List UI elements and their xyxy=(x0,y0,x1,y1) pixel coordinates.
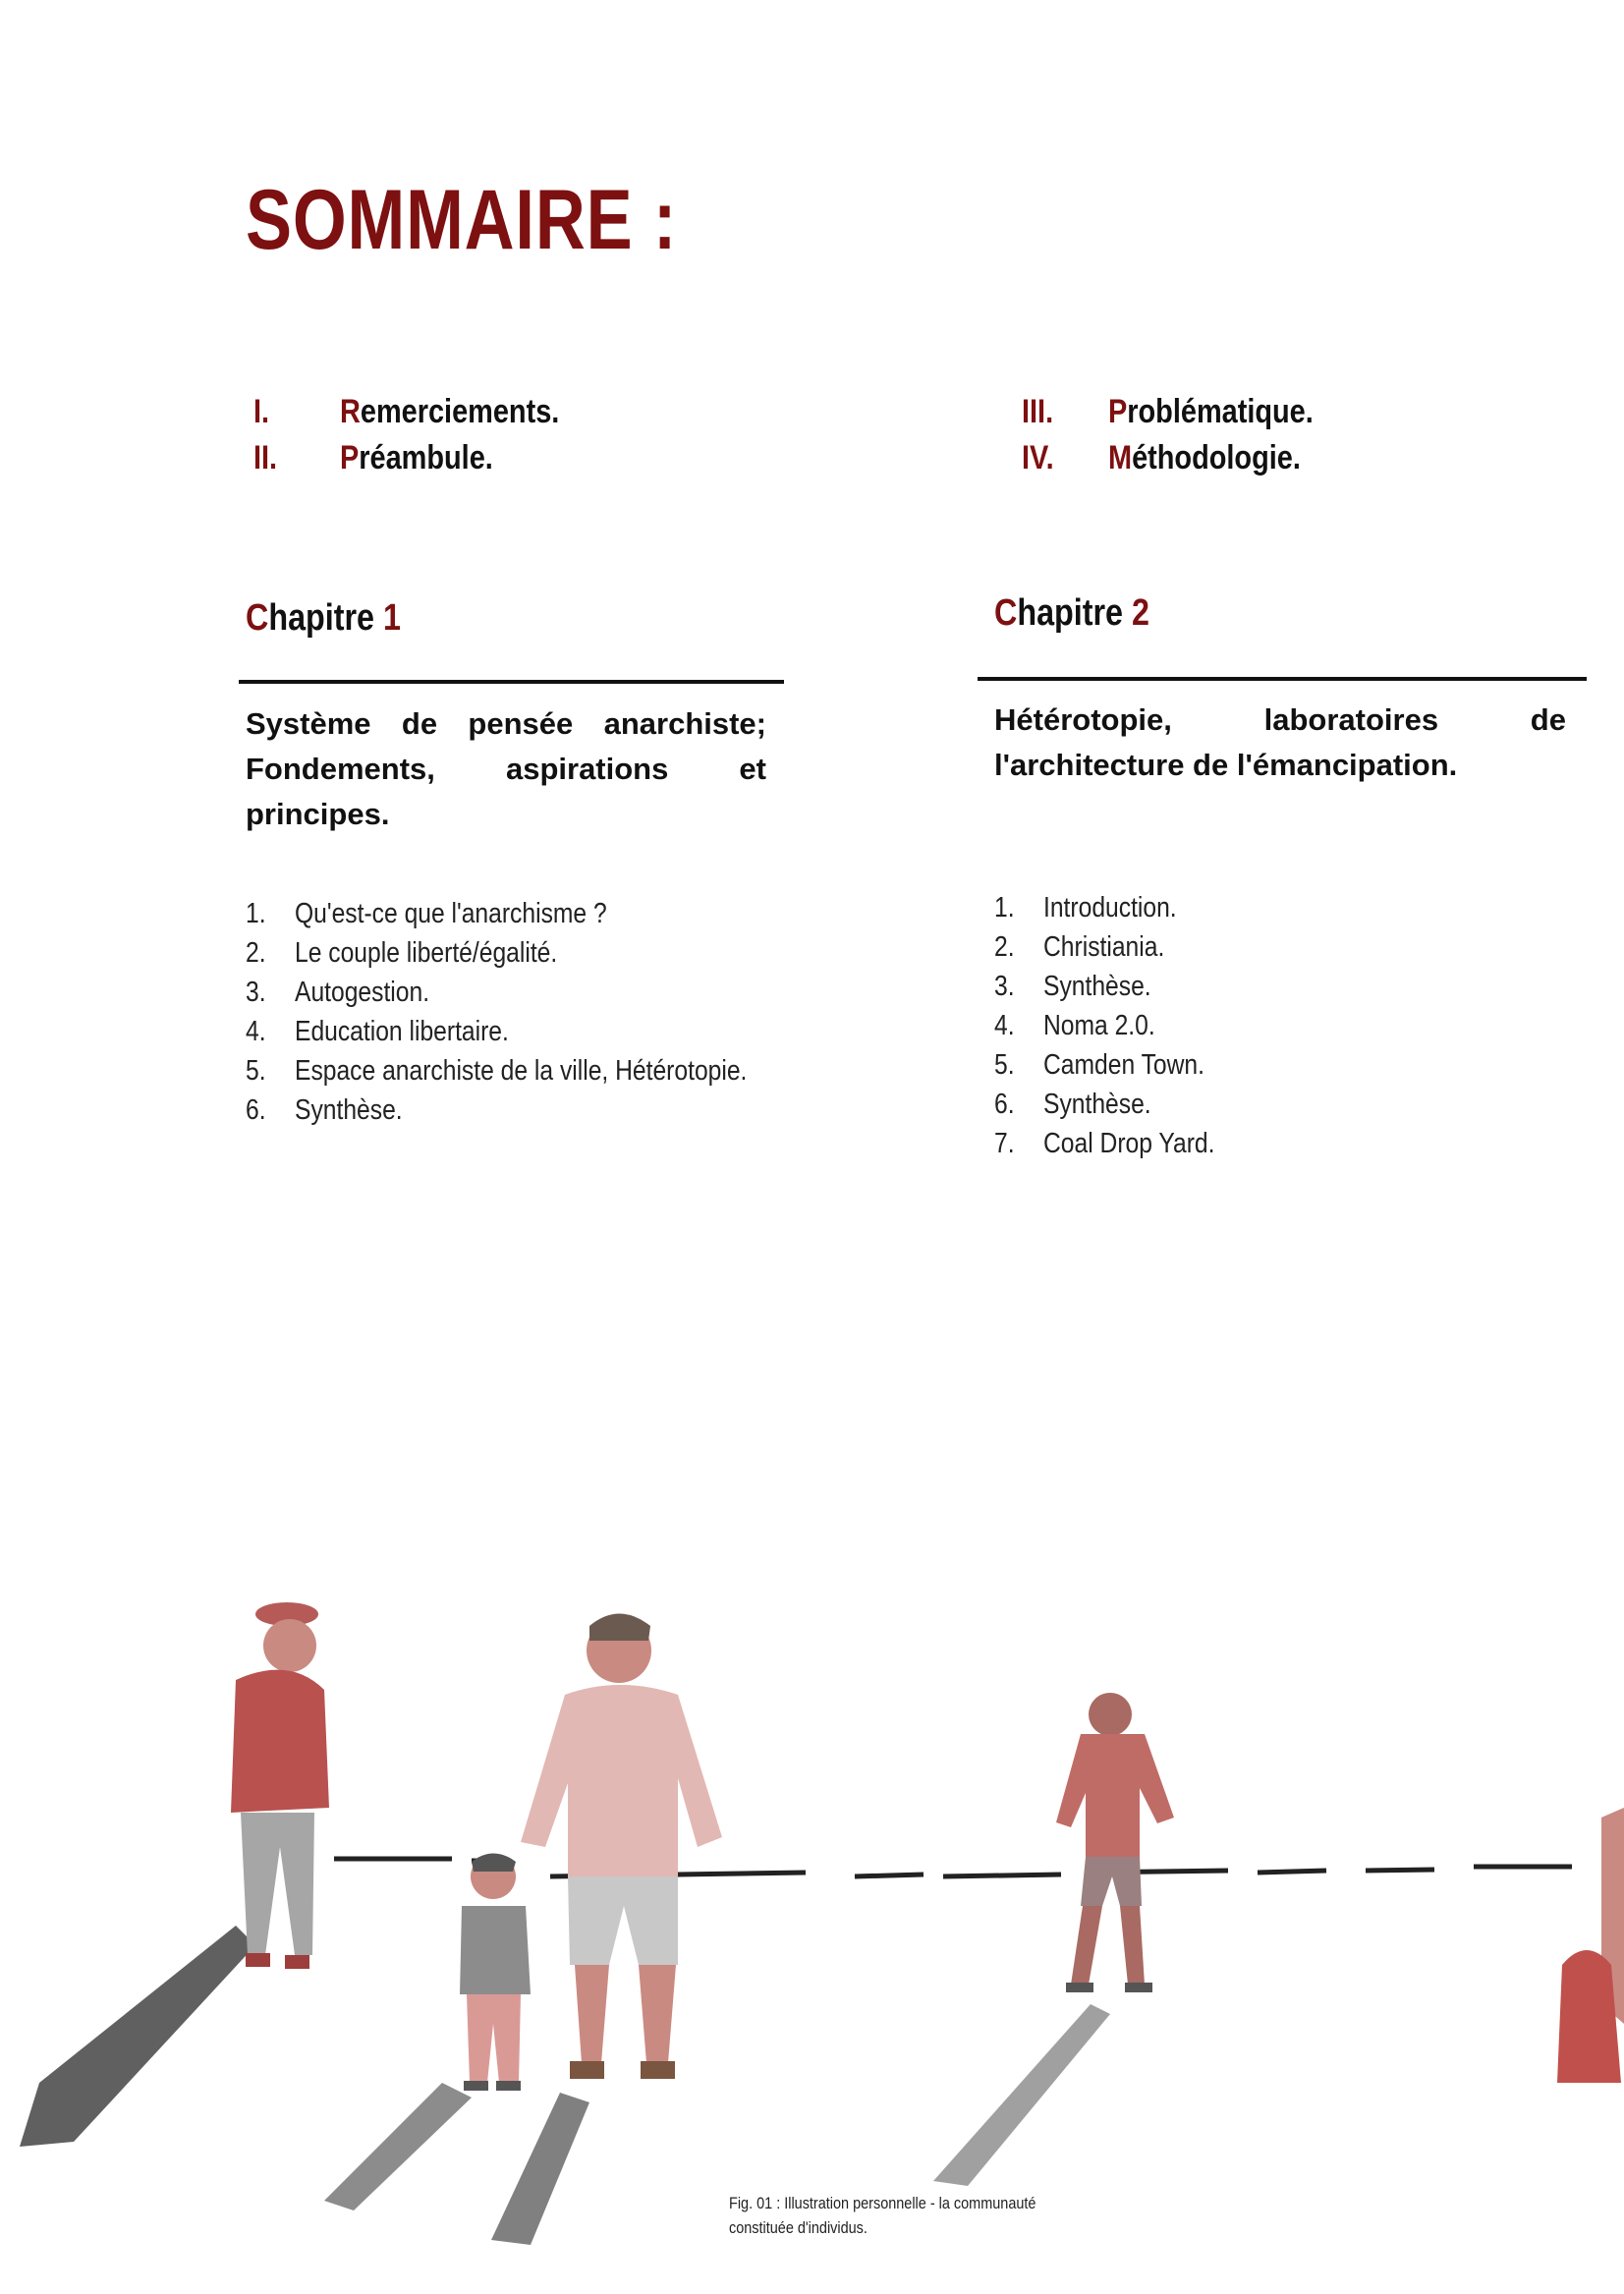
intro-item-text: emerciements. xyxy=(360,393,560,430)
intro-item-label xyxy=(1108,393,1314,431)
toc-item xyxy=(994,1128,1245,1167)
intro-item-number: II. xyxy=(253,439,278,476)
toc-item-title: Synthèse. xyxy=(295,1094,403,1126)
toc-item-title: Coal Drop Yard. xyxy=(1043,1128,1215,1159)
toc-item-title: Espace anarchiste de la ville, Hétérotopie. xyxy=(295,1055,748,1087)
toc-item-title: Noma 2.0. xyxy=(1043,1010,1155,1041)
initial-letter: C xyxy=(246,597,269,639)
chapter-2-number: 2 xyxy=(1131,592,1149,634)
initial-letter: M xyxy=(1108,439,1133,476)
intro-item xyxy=(1022,439,1350,485)
toc-item-number: 4. xyxy=(994,1010,1015,1041)
toc-item xyxy=(994,1010,1245,1049)
toc-item xyxy=(994,971,1245,1010)
figure-child xyxy=(460,1854,531,2092)
shadow-left-figure xyxy=(20,1926,255,2147)
initial-letter: P xyxy=(340,439,360,476)
toc-item-number: 2. xyxy=(994,931,1015,963)
toc-item-number: 6. xyxy=(994,1089,1015,1120)
toc-item-number: 6. xyxy=(246,1094,266,1126)
figure-man-walking xyxy=(521,1614,722,2080)
figure-partial-right xyxy=(1557,1808,1624,2083)
intro-list-left xyxy=(253,393,598,485)
toc-item xyxy=(246,937,827,977)
toc-item-title: Synthèse. xyxy=(1043,971,1151,1002)
horizon-line xyxy=(334,1859,1572,1876)
chapter-1-number: 1 xyxy=(382,597,401,639)
toc-item-number: 5. xyxy=(246,1055,266,1087)
page-title: SOMMAIRE : xyxy=(246,173,678,267)
toc-item xyxy=(994,892,1245,931)
intro-item-text: éthodologie. xyxy=(1132,439,1301,476)
chapter-2-toc xyxy=(994,892,1245,1167)
intro-item-number: I. xyxy=(253,393,270,430)
initial-letter: R xyxy=(340,393,361,430)
toc-item xyxy=(246,977,827,1016)
shadow-man-walking xyxy=(491,2093,589,2245)
intro-item-number: IV. xyxy=(1022,439,1054,476)
community-illustration xyxy=(0,1533,1624,2294)
toc-item-number: 3. xyxy=(246,977,266,1008)
chapter-2-description: Hétérotopie, laboratoires de l'architecture de l'émancipation. xyxy=(994,702,1566,782)
chapter-1-description: Système de pensée anarchiste; Fondements, aspirations et principes. xyxy=(246,706,766,831)
toc-item xyxy=(994,931,1245,971)
chapter-2-label: hapitre xyxy=(1017,592,1132,634)
toc-item-number: 1. xyxy=(246,898,266,929)
intro-item-label xyxy=(340,393,559,431)
chapter-1-toc xyxy=(246,898,827,1134)
toc-item-number: 7. xyxy=(994,1128,1015,1159)
toc-item xyxy=(246,1055,827,1094)
toc-item-title: Qu'est-ce que l'anarchisme ? xyxy=(295,898,607,929)
chapter-1-heading xyxy=(246,597,401,640)
intro-item xyxy=(253,439,598,485)
toc-item-title: Synthèse. xyxy=(1043,1089,1151,1120)
toc-item xyxy=(994,1089,1245,1128)
toc-item-number: 4. xyxy=(246,1016,266,1047)
toc-item xyxy=(246,1016,827,1055)
figure-man-right xyxy=(1056,1693,1174,1992)
initial-letter: C xyxy=(994,592,1018,634)
initial-letter: P xyxy=(1108,393,1128,430)
toc-item-number: 1. xyxy=(994,892,1015,923)
intro-item xyxy=(253,393,598,439)
chapter-2-divider xyxy=(978,677,1587,681)
toc-item xyxy=(246,898,827,937)
toc-item-number: 5. xyxy=(994,1049,1015,1081)
intro-item-text: réambule. xyxy=(359,439,493,476)
shadow-right-figure xyxy=(933,2004,1110,2186)
caption-line-2: constituée d'individus. xyxy=(729,2218,868,2237)
chapter-2-heading xyxy=(994,592,1149,635)
chapter-1-label: hapitre xyxy=(268,597,383,639)
toc-item-title: Introduction. xyxy=(1043,892,1177,923)
intro-list-right xyxy=(1022,393,1350,485)
figure-man-cap xyxy=(231,1602,329,1969)
toc-item-title: Education libertaire. xyxy=(295,1016,509,1047)
intro-item-label xyxy=(340,439,493,477)
toc-item-number: 3. xyxy=(994,971,1015,1002)
chapter-1-divider xyxy=(239,680,784,684)
intro-item-number: III. xyxy=(1022,393,1054,430)
toc-item-title: Christiania. xyxy=(1043,931,1165,963)
intro-item-label xyxy=(1108,439,1301,477)
toc-item xyxy=(246,1094,827,1134)
intro-item-text: roblématique. xyxy=(1127,393,1314,430)
shadow-child xyxy=(324,2083,472,2210)
intro-item xyxy=(1022,393,1350,439)
toc-item xyxy=(994,1049,1245,1089)
caption-line-1: Fig. 01 : Illustration personnelle - la communauté xyxy=(729,2194,1036,2212)
toc-item-title: Le couple liberté/égalité. xyxy=(295,937,558,969)
toc-item-title: Camden Town. xyxy=(1043,1049,1204,1081)
figure-caption xyxy=(729,2191,1080,2240)
toc-item-title: Autogestion. xyxy=(295,977,430,1008)
toc-item-number: 2. xyxy=(246,937,266,969)
